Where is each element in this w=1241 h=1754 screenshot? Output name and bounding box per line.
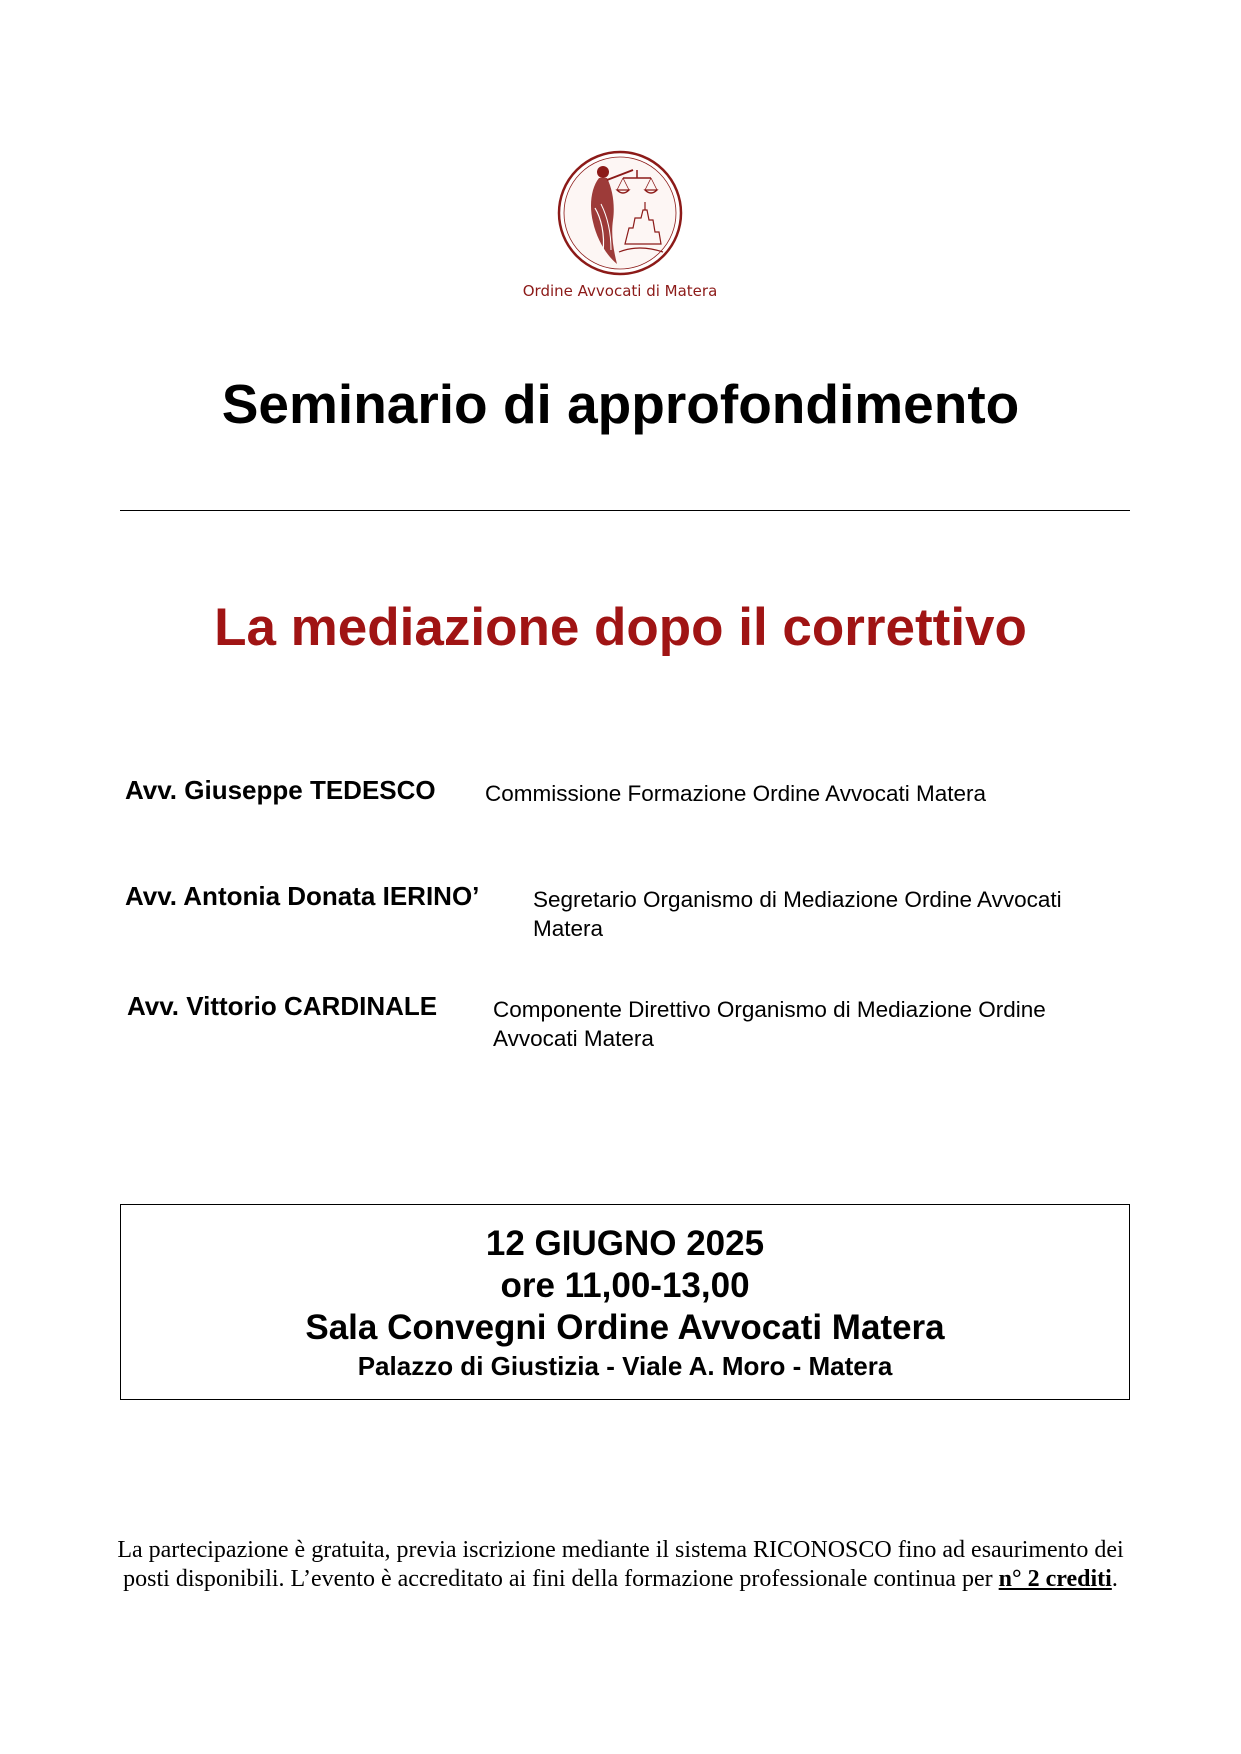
speaker-role: Segretario Organismo di Mediazione Ordine Avvocati Matera — [533, 887, 1062, 941]
speaker-role: Commissione Formazione Ordine Avvocati Matera — [485, 781, 987, 806]
speaker-row — [125, 882, 1135, 942]
justice-scales-seal-icon — [555, 148, 685, 278]
speaker-name: Avv. Antonia Donata IERINO’ — [125, 881, 480, 911]
event-address: Palazzo di Giustizia - Viale A. Moro - Matera — [357, 1351, 893, 1381]
seminar-subtitle: La mediazione dopo il correttivo — [214, 598, 1027, 657]
speaker-name: Avv. Vittorio CARDINALE — [127, 991, 438, 1021]
page-title: Seminario di approfondimento — [221, 373, 1020, 435]
note-text: La partecipazione è gratuita, previa iscrizione mediante il sistema RICONOSCO fino ad esaurimento dei posti disponibili. L’evento è accreditato ai fini della formazione professionale continua per — [117, 1537, 1124, 1592]
speaker-name: Avv. Giuseppe TEDESCO — [125, 775, 436, 805]
event-venue: Sala Convegni Ordine Avvocati Matera — [305, 1308, 945, 1347]
title-divider — [120, 510, 1130, 511]
note-end: . — [1111, 1566, 1118, 1592]
speaker-role: Componente Direttivo Organismo di Mediazione Ordine Avvocati Matera — [493, 997, 1046, 1051]
participation-note — [110, 1536, 1131, 1594]
speaker-row — [125, 992, 1135, 1052]
event-time: ore 11,00-13,00 — [500, 1266, 750, 1305]
event-details-box — [120, 1204, 1130, 1400]
logo-caption: Ordine Avvocati di Matera — [522, 282, 718, 300]
event-date: 12 GIUGNO 2025 — [485, 1224, 765, 1263]
speaker-row — [125, 776, 1135, 836]
credits-count: n° 2 crediti — [998, 1566, 1112, 1592]
